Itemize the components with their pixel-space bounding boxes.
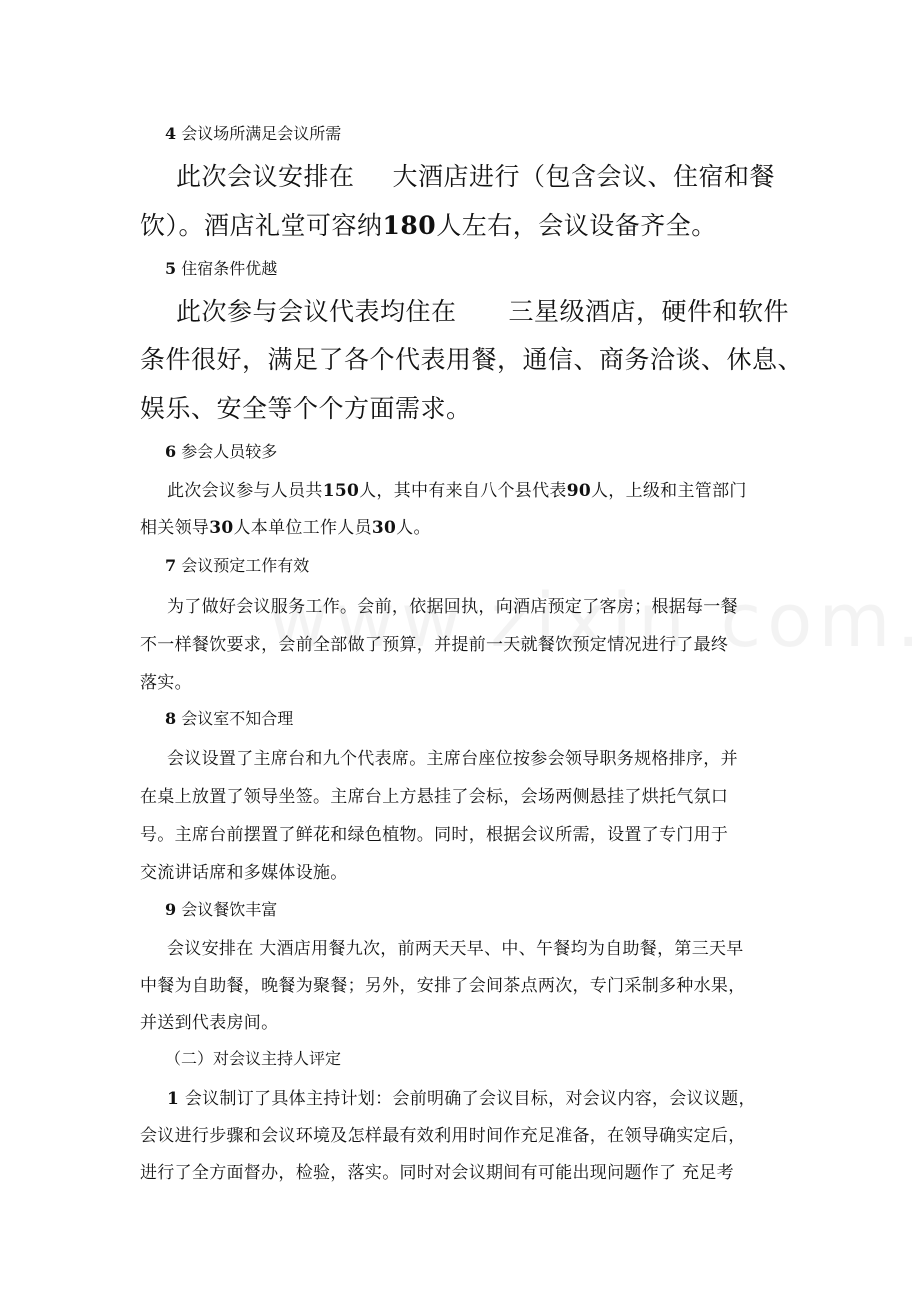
paragraph-line: 条件很好，满足了各个代表用餐，通信、商务洽谈、休息、 xyxy=(140,345,804,374)
heading-room-layout xyxy=(165,706,293,729)
paragraph-line: 为了做好会议服务工作。会前，依据回执，向酒店预定了客房；根据每一餐 xyxy=(167,597,738,617)
text-span: 人，其中有来自八个县代表 xyxy=(359,481,567,501)
heading-number: 9 xyxy=(165,900,177,919)
heading-number: 4 xyxy=(165,124,177,143)
paragraph-line: 中餐为自助餐，晚餐为聚餐；另外，安排了会间茶点两次，专门采制多种水果， xyxy=(140,976,746,996)
heading-booking xyxy=(165,553,309,576)
text-span: 人左右，会议设备齐全。 xyxy=(436,211,717,240)
text-span: 会议制订了具体主持计划：会前明确了会议目标，对会议内容，会议议题， xyxy=(184,1089,756,1109)
paragraph-line: 会议设置了主席台和九个代表席。主席台座位按参会领导职务规格排序，并 xyxy=(167,749,738,769)
text-span: 三星级酒店，硬件和软件 xyxy=(508,297,790,326)
paragraph-line: 号。主席台前摆置了鲜花和绿色植物。同时，根据会议所需，设置了专门用于 xyxy=(140,825,729,845)
text-span: 人本单位工作人员 xyxy=(233,518,372,538)
number-span: 150 xyxy=(322,481,360,501)
heading-text: 会议室不知合理 xyxy=(181,709,294,728)
number-span: 30 xyxy=(209,518,234,538)
text-span: 此次会议安排在 xyxy=(176,162,355,191)
heading-attendees xyxy=(165,439,277,462)
heading-text: 会议场所满足会议所需 xyxy=(181,124,342,143)
paragraph-line: 娱乐、安全等个个方面需求。 xyxy=(140,394,472,423)
text-span: 大酒店进行（包含会议、住宿和餐 xyxy=(392,162,776,191)
heading-venue xyxy=(165,121,341,144)
heading-catering xyxy=(165,897,277,920)
paragraph-line: 进行了全方面督办，检验，落实。同时对会议期间有可能出现问题作了 充足考 xyxy=(140,1163,734,1183)
number-span: 30 xyxy=(371,518,397,538)
text-span: 此次会议参与人员共 xyxy=(167,481,323,501)
heading-text: 住宿条件优越 xyxy=(181,259,278,278)
number-span: 1 xyxy=(167,1089,180,1109)
paragraph-line: 在桌上放置了领导坐签。主席台上方悬挂了会标，会场两侧悬挂了烘托气氛口 xyxy=(140,787,729,807)
paragraph-line xyxy=(167,476,747,501)
number-span: 90 xyxy=(566,481,591,501)
heading-text: 会议预定工作有效 xyxy=(181,556,310,575)
number-span: 180 xyxy=(382,211,437,240)
paragraph-line xyxy=(140,206,717,242)
text-span: 人，上级和主管部门 xyxy=(590,481,747,501)
paragraph-line: 会议进行步骤和会议环境及怎样最有效利用时间作充足准备，在领导确实定后， xyxy=(140,1126,746,1146)
heading-text: 会议餐饮丰富 xyxy=(181,900,278,919)
paragraph-line xyxy=(140,513,431,538)
paragraph-line: 落实。 xyxy=(140,673,192,693)
paragraph-line: 不一样餐饮要求，会前全部做了预算，并提前一天就餐饮预定情况进行了最终 xyxy=(140,635,729,655)
text-span: 相关领导 xyxy=(140,518,210,538)
paragraph-line: 交流讲话席和多媒体设施。 xyxy=(140,863,348,883)
heading-lodging xyxy=(165,256,277,279)
paragraph-line xyxy=(176,157,775,193)
heading-text: 参会人员较多 xyxy=(181,442,278,461)
text-span: 饮）。酒店礼堂可容纳 xyxy=(140,211,383,240)
heading-number: 7 xyxy=(165,556,177,575)
heading-number: 5 xyxy=(165,259,177,278)
paragraph-line xyxy=(176,292,789,328)
text-span: 此次参与会议代表均住在 xyxy=(176,297,457,326)
heading-number: 8 xyxy=(165,709,177,728)
heading-number: 6 xyxy=(165,442,177,461)
paragraph-line: 会议安排在 大酒店用餐九次，前两天天早、中、午餐均为自助餐，第三天早 xyxy=(167,939,744,959)
paragraph-line: 并送到代表房间。 xyxy=(140,1013,279,1033)
heading-host-evaluation: （二）对会议主持人评定 xyxy=(165,1049,342,1068)
text-span: 人。 xyxy=(396,518,431,538)
paragraph-line xyxy=(167,1084,756,1109)
